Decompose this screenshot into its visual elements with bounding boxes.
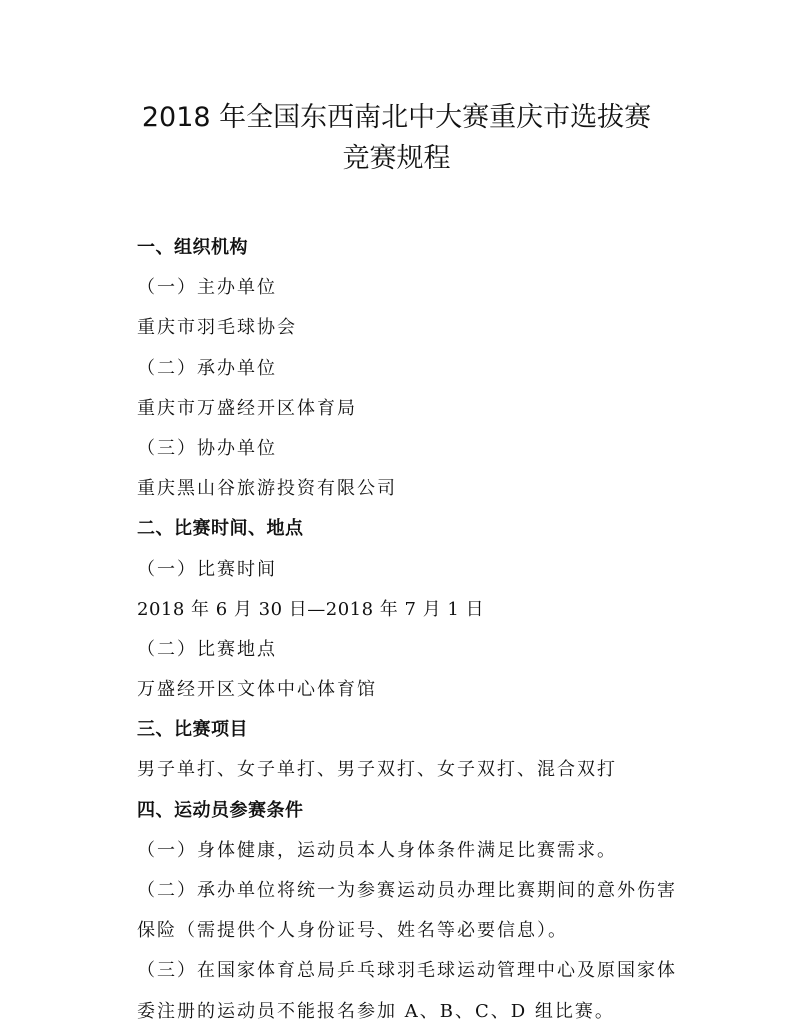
eligibility-item-2-line-1: （二）承办单位将统一为参赛运动员办理比赛期间的意外伤害 <box>137 880 677 901</box>
subheading-place: （二）比赛地点 <box>137 638 277 660</box>
subheading-time: （一）比赛时间 <box>137 558 277 580</box>
eligibility-item-2-line-2: 保险（需提供个人身份证号、姓名等必要信息）。 <box>137 920 568 942</box>
eligibility-item-1: （一）身体健康，运动员本人身体条件满足比赛需求。 <box>137 839 617 861</box>
section-heading-organization: 一、组织机构 <box>137 237 248 258</box>
section-heading-eligibility: 四、运动员参赛条件 <box>137 799 304 821</box>
host-organization: 重庆市羽毛球协会 <box>137 317 297 339</box>
document-title-line-1: 2018 年全国东西南北中大赛重庆市选拔赛 <box>141 102 652 133</box>
organizer-name: 重庆市万盛经开区体育局 <box>137 397 357 419</box>
subheading-co-organizer: （三）协办单位 <box>137 437 277 459</box>
events-list: 男子单打、女子单打、男子双打、女子双打、混合双打 <box>137 759 617 781</box>
subheading-organizer: （二）承办单位 <box>137 357 277 379</box>
eligibility-item-3-line-1: （三）在国家体育总局乒乓球羽毛球运动管理中心及原国家体 <box>137 960 677 982</box>
venue-name: 万盛经开区文体中心体育馆 <box>137 679 377 701</box>
document-title-line-2: 竞赛规程 <box>342 143 451 174</box>
eligibility-item-3-line-2: 委注册的运动员不能报名参加 A、B、C、D 组比赛。 <box>137 1000 615 1022</box>
subheading-host: （一）主办单位 <box>137 277 277 299</box>
section-heading-time-place: 二、比赛时间、地点 <box>137 518 304 540</box>
document-body <box>137 228 737 1032</box>
co-organizer-name: 重庆黑山谷旅游投资有限公司 <box>137 478 397 500</box>
section-heading-events: 三、比赛项目 <box>137 719 248 741</box>
competition-dates: 2018 年 6 月 30 日—2018 年 7 月 1 日 <box>137 598 485 620</box>
